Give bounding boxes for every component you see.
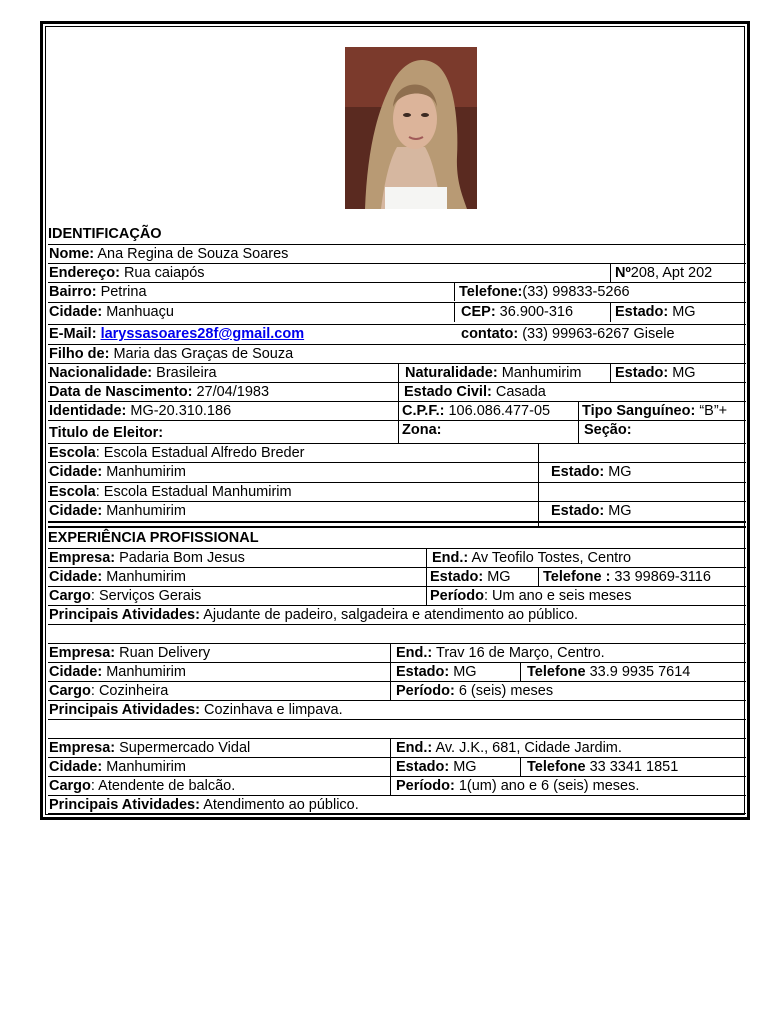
escola2-cidade-value: Manhumirim (102, 503, 186, 519)
nascimento-label: Data de Nascimento: (49, 384, 193, 400)
job1-cidade-value: Manhumirim (102, 569, 186, 585)
job1-row-atividades (48, 605, 746, 624)
escola1-cidade-value: Manhumirim (102, 464, 186, 480)
job1-row-cidade (48, 567, 746, 586)
estado2-label: Estado: (615, 365, 669, 381)
job2-atividades-value: Cozinhava e limpava. (199, 702, 343, 718)
email-link[interactable]: laryssasoares28f@gmail.com (100, 326, 305, 342)
row-escola1 (48, 443, 746, 462)
job1-telefone-value: 33 99869-3116 (610, 569, 711, 585)
email-label: E-Mail: (49, 326, 97, 342)
cep-label: CEP: (461, 304, 496, 320)
job1-estado-label: Estado: (430, 569, 484, 585)
escola2-label: Escola (49, 484, 96, 500)
row-filho (48, 344, 746, 363)
job3-empresa-value: Supermercado Vidal (115, 740, 251, 756)
naturalidade-value: Manhumirim (497, 365, 582, 381)
titulo-label: Titulo de Eleitor: (49, 425, 164, 441)
escola2-estado-label: Estado: (551, 503, 605, 519)
job2-cidade-label: Cidade: (49, 664, 103, 680)
numero-label: Nº (615, 265, 631, 281)
job3-periodo-label: Período: (396, 778, 455, 794)
escola2-cidade-label: Cidade: (49, 503, 103, 519)
escola1-label: Escola (49, 445, 96, 461)
row-email (48, 324, 746, 344)
job2-estado-value: MG (449, 664, 477, 680)
estado-civil-label: Estado Civil: (404, 384, 492, 400)
job3-estado-label: Estado: (396, 759, 450, 775)
section-divider (48, 521, 746, 523)
section-title-experiencia: EXPERIÊNCIA PROFISSIONAL (48, 530, 259, 546)
telefone-value: (33) 99833-5266 (522, 284, 630, 300)
escola1-estado-label: Estado: (551, 464, 605, 480)
row-escola2-cidade (48, 501, 746, 521)
escola-divider (538, 443, 539, 528)
filho-value: Maria das Graças de Souza (109, 346, 294, 362)
job2-row-cidade (48, 662, 746, 681)
job3-telefone-value: 33 3341 1851 (585, 759, 679, 775)
naturalidade-label: Naturalidade: (405, 365, 498, 381)
job3-row-empresa (48, 738, 746, 757)
job3-end-label: End.: (396, 740, 433, 756)
row-cidade (48, 302, 746, 322)
job2-end-label: End.: (396, 645, 433, 661)
telefone-label: Telefone: (459, 284, 523, 300)
job1-cargo-value: : Serviços Gerais (90, 588, 202, 604)
cidade-value: Manhuaçu (102, 304, 174, 320)
cidade-label: Cidade: (49, 304, 103, 320)
nacionalidade-label: Nacionalidade: (49, 365, 153, 381)
estado-civil-value: Casada (491, 384, 546, 400)
row-nacionalidade (48, 363, 746, 382)
job2-cargo-value: : Cozinheira (90, 683, 169, 699)
contato-label: contato: (461, 326, 519, 342)
job3-row-cargo (48, 776, 746, 795)
job2-empresa-value: Ruan Delivery (115, 645, 211, 661)
job2-telefone-label: Telefone (527, 664, 586, 680)
job1-telefone-label: Telefone : (543, 569, 611, 585)
nome-label: Nome: (49, 246, 95, 262)
job2-estado-label: Estado: (396, 664, 450, 680)
row-bairro (48, 282, 746, 301)
identidade-value: MG-20.310.186 (126, 403, 232, 419)
job2-row-cargo (48, 681, 746, 700)
endereco-label: Endereço: (49, 265, 120, 281)
job2-cargo-label: Cargo (49, 683, 91, 699)
bairro-label: Bairro: (49, 284, 97, 300)
row-identidade (48, 401, 746, 420)
endereco-value: Rua caiapós (119, 265, 205, 281)
job3-row-cidade (48, 757, 746, 776)
job3-periodo-value: 1(um) ano e 6 (seis) meses. (454, 778, 640, 794)
job2-row-empresa (48, 643, 746, 662)
cep-value: 36.900-316 (495, 304, 574, 320)
job1-empresa-label: Empresa: (49, 550, 116, 566)
job2-atividades-label: Principais Atividades: (49, 702, 200, 718)
row-escola1-cidade (48, 462, 746, 482)
estado2-value: MG (668, 365, 696, 381)
cpf-value: 106.086.477-05 (444, 403, 551, 419)
nome-value: Ana Regina de Souza Soares (94, 246, 289, 262)
job3-end-value: Av. J.K., 681, Cidade Jardim. (432, 740, 622, 756)
job3-estado-value: MG (449, 759, 477, 775)
job3-atividades-value: Atendimento ao público. (199, 797, 359, 813)
job3-cargo-value: : Atendente de balcão. (90, 778, 236, 794)
numero-value: 208, Apt 202 (630, 265, 713, 281)
job1-end-label: End.: (432, 550, 469, 566)
job1-row-empresa (48, 548, 746, 567)
bairro-value: Petrina (96, 284, 147, 300)
job1-atividades-label: Principais Atividades: (49, 607, 200, 623)
row-nome (48, 244, 746, 263)
job2-cidade-value: Manhumirim (102, 664, 186, 680)
job3-telefone-label: Telefone (527, 759, 586, 775)
job2-end-value: Trav 16 de Março, Centro. (432, 645, 605, 661)
row-titulo (48, 420, 746, 443)
job2-periodo-value: 6 (seis) meses (454, 683, 554, 699)
row-nascimento (48, 382, 746, 401)
identidade-label: Identidade: (49, 403, 127, 419)
row-endereco (48, 263, 746, 282)
section-divider-2 (48, 526, 746, 528)
job2-periodo-label: Período: (396, 683, 455, 699)
nacionalidade-value: Brasileira (152, 365, 217, 381)
job2-empresa-label: Empresa: (49, 645, 116, 661)
escola1-cidade-label: Cidade: (49, 464, 103, 480)
job2-row-atividades (48, 700, 746, 719)
job1-row-cargo (48, 586, 746, 605)
job1-periodo-value: : Um ano e seis meses (483, 588, 632, 604)
job1-cidade-label: Cidade: (49, 569, 103, 585)
estado-value: MG (668, 304, 696, 320)
job1-end-value: Av Teofilo Tostes, Centro (468, 550, 632, 566)
nascimento-value: 27/04/1983 (192, 384, 270, 400)
escola1-value: : Escola Estadual Alfredo Breder (95, 445, 305, 461)
contato-value: (33) 99963-6267 Gisele (518, 326, 675, 342)
job3-cidade-value: Manhumirim (102, 759, 186, 775)
estado-label: Estado: (615, 304, 669, 320)
job1-cargo-label: Cargo (49, 588, 91, 604)
job1-empresa-value: Padaria Bom Jesus (115, 550, 245, 566)
job1-periodo-label: Período (430, 588, 484, 604)
section-title-identificacao: IDENTIFICAÇÃO (48, 226, 162, 242)
sangue-label: Tipo Sanguíneo: (582, 403, 696, 419)
job3-empresa-label: Empresa: (49, 740, 116, 756)
row-escola2 (48, 482, 746, 501)
job-spacer (48, 624, 746, 642)
escola1-estado-value: MG (604, 464, 632, 480)
filho-label: Filho de: (49, 346, 110, 362)
job2-telefone-value: 33.9 9935 7614 (585, 664, 691, 680)
escola2-estado-value: MG (604, 503, 632, 519)
job3-row-atividades (48, 795, 746, 814)
secao-label: Seção: (584, 422, 632, 438)
zona-label: Zona: (402, 422, 442, 438)
cpf-label: C.P.F.: (402, 403, 445, 419)
escola2-value: : Escola Estadual Manhumirim (95, 484, 292, 500)
profile-photo (345, 47, 477, 209)
job3-cidade-label: Cidade: (49, 759, 103, 775)
job3-cargo-label: Cargo (49, 778, 91, 794)
job1-estado-value: MG (483, 569, 511, 585)
sangue-value: “B”+ (695, 403, 728, 419)
job1-atividades-value: Ajudante de padeiro, salgadeira e atendimento ao público. (199, 607, 579, 623)
job3-atividades-label: Principais Atividades: (49, 797, 200, 813)
job-spacer-2 (48, 719, 746, 737)
